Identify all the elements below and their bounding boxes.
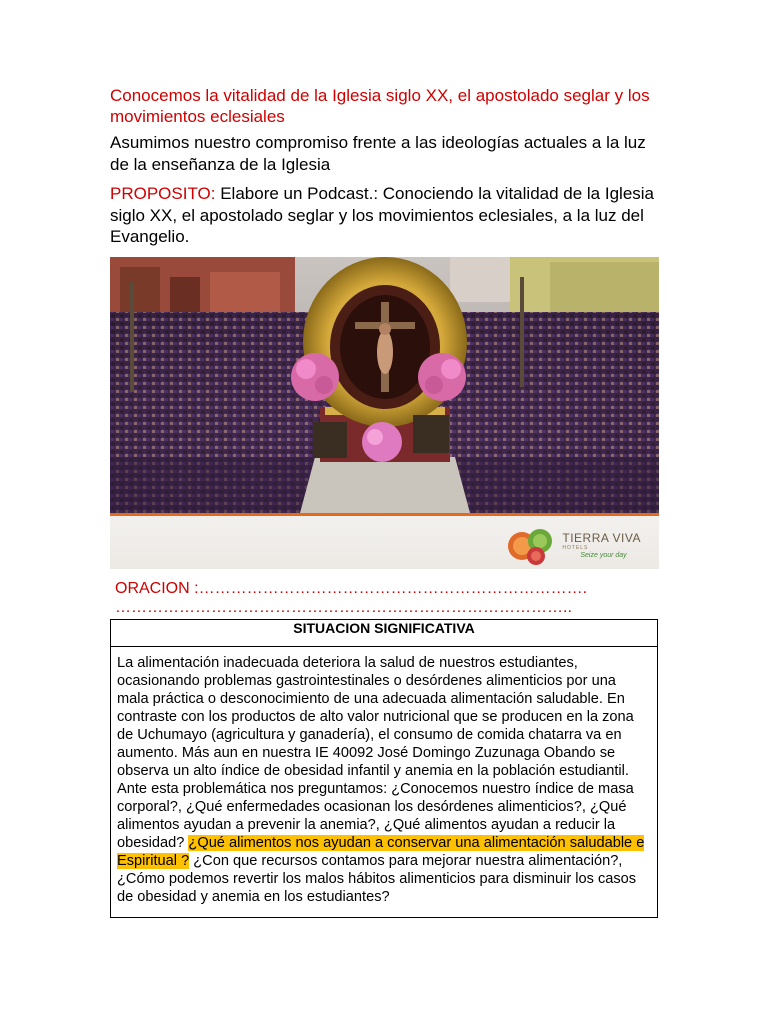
proposito-text: Elabore un Podcast.: Conociendo la vitalidad de la Iglesia siglo XX, el apostolado seglar y los movimientos eclesiales, a la luz del Evangelio. xyxy=(110,184,655,246)
procession-image xyxy=(110,257,659,513)
photo-banner xyxy=(110,513,659,569)
brand-text-group xyxy=(562,532,641,560)
oracion-line-2: ………………………………………………………………………….. xyxy=(115,598,572,616)
oracion-line-1: ORACION :………………………………………………………………. xyxy=(115,579,588,597)
oracion-block xyxy=(115,579,658,617)
brand-subtitle: HOTELS xyxy=(562,544,589,551)
situacion-text-end: ¿Con que recursos contamos para mejorar nuestra alimentación?, ¿Cómo podemos revertir los malos hábitos alimenticios para disminuir los casos de obesidad y anemia en los estudiantes? xyxy=(117,852,637,905)
situacion-highlighted-question: ¿Qué alimentos nos ayudan a conservar una alimentación saludable e Espiritual ? xyxy=(117,834,645,869)
tierra-viva-logo xyxy=(506,526,558,566)
tierra-viva-brand xyxy=(506,526,641,566)
situacion-heading: SITUACION SIGNIFICATIVA xyxy=(111,620,657,647)
brand-name: TIERRA VIVA xyxy=(562,530,641,545)
situacion-significativa-box xyxy=(110,619,658,918)
procession-photo xyxy=(110,257,659,569)
document-page xyxy=(110,85,658,918)
document-subtitle: Asumimos nuestro compromiso frente a las ideologías actuales a la luz de la enseñanza de la Iglesia xyxy=(110,133,646,174)
situacion-text xyxy=(111,647,657,917)
proposito-label: PROPOSITO: xyxy=(110,184,216,203)
situacion-text-main: La alimentación inadecuada deteriora la salud de nuestros estudiantes, ocasionando problemas gastrointestinales o desórdenes alimenticios por una mala práctica o desconocimiento de una adecuada alimentación saludable. En contraste con los productos de alto valor nutricional que se producen en la zona de Uchumayo (agricultura y ganadería), el consumo de comida chatarra va en aumento. Más aun en nuestra IE 40092 José Domingo Zuzunaga Obando se observa un alto índice de obesidad infantil y anemia en la población estudiantil. Ante esta problemática nos preguntamos: ¿Conocemos nuestro índice de masa corporal?, ¿Qué enfermedades ocasionan los desórdenes alimenticios?, ¿Qué alimentos ayudan a prevenir la anemia?, ¿Qué alimentos ayudan a reducir la obesidad? xyxy=(117,654,634,851)
brand-slogan: Seize your day xyxy=(580,551,627,559)
document-title: Conocemos la vitalidad de la Iglesia siglo XX, el apostolado seglar y los movimientos eclesiales xyxy=(110,86,650,126)
proposito-paragraph xyxy=(110,183,658,248)
